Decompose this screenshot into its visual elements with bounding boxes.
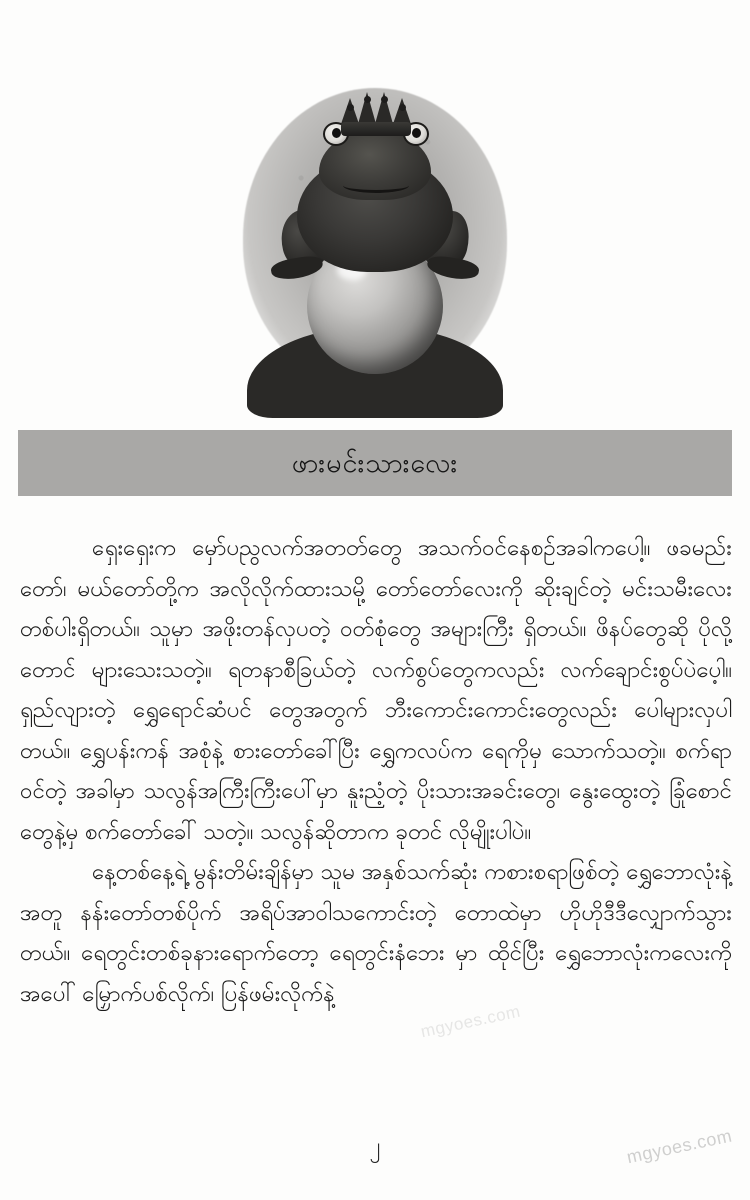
frog-pupil-left: [332, 128, 341, 138]
crown-band: [341, 122, 411, 136]
page-title: ဖားမင်းသားလေး: [291, 447, 459, 479]
paragraph-2: နေ့တစ်နေ့ရဲ့ မွန်းတိမ်းချိန်မှာ သူမ အနှစ်သက်ဆုံး ကစားစရာဖြစ်တဲ့ ရွှေဘောလုံးနဲ့ အတူ နန်းတော်တစ်ပိုက် အရိပ်အာဝါသကောင်းတဲ့ တောထဲမှာ ဟိုဟိုဒီဒီလျှောက်သွားတယ်။ ရေတွင်းတစ်ခုနားရောက်တော့ ရေတွင်းနံဘေး မှာ ထိုင်ပြီး ရွှေဘောလုံးကလေးကို အပေါ် မြှောက်ပစ်လိုက်၊ ပြန်ဖမ်းလိုက်နဲ့: [20, 859, 732, 1007]
crown-jewel-3: [381, 96, 388, 103]
crown-jewel-2: [364, 96, 371, 103]
crown-icon: [341, 90, 411, 136]
story-title-bar: [18, 430, 732, 496]
crown-point-4: [393, 98, 411, 124]
frog-prince-illustration: [225, 70, 525, 420]
story-body: [20, 528, 732, 1014]
crown-jewel-4: [399, 104, 406, 111]
page-number: ၂: [369, 1134, 381, 1159]
crown-jewel-1: [347, 104, 354, 111]
frog-pupil-right: [412, 128, 421, 138]
watermark-primary: mgyoes.com: [624, 1125, 734, 1168]
watermark-secondary: mgyoes.com: [419, 1001, 523, 1042]
crown-point-1: [341, 98, 359, 124]
paragraph-1: ရှေးရှေးက မှော်ပညွလက်အတတ်တွေ အသက်ဝင်နေစဉ်အခါကပေါ့။ ဖခမည်းတော်၊ မယ်တော်တို့က အလိုလိုက်ထားသမို့ တော်တော်လေးကို ဆိုးချင်တဲ့ မင်းသမီးလေးတစ်ပါးရှိတယ်။ သူမှာ အဖိုးတန်လှပတဲ့ ဝတ်စုံတွေ အများကြီး ရှိတယ်။ ဖိနပ်တွေဆို ပိုလို့တောင် များသေးသတဲ့။ ရတနာစီခြယ်တဲ့ လက်စွပ်တွေကလည်း လက်ချောင်းစွပ်ပဲပေ့ါ။ ရှည်လျားတဲ့ ရွှေရောင်ဆံပင် တွေအတွက် ဘီးကောင်းကောင်းတွေလည်း ပေါများလှပါတယ်။ ရွှေပန်းကန် အစုံနဲ့ စားတော်ခေါ်ပြီး ရွှေကလပ်က ရေကိုမှ သောက်သတဲ့။ စက်ရာဝင်တဲ့ အခါမှာ သလွန်အကြီးကြီးပေါ်မှာ နူးညံ့တဲ့ ပိုးသားအခင်းတွေ၊ နွေးထွေးတဲ့ ခြုံစောင်တွေနဲ့မှ စက်တော်ခေါ် သတဲ့။ သလွန်ဆိုတာက ခုတင် လိုမျိုးပါပဲ။: [20, 535, 732, 845]
frog-mouth: [343, 178, 409, 193]
illustration: [0, 60, 750, 420]
